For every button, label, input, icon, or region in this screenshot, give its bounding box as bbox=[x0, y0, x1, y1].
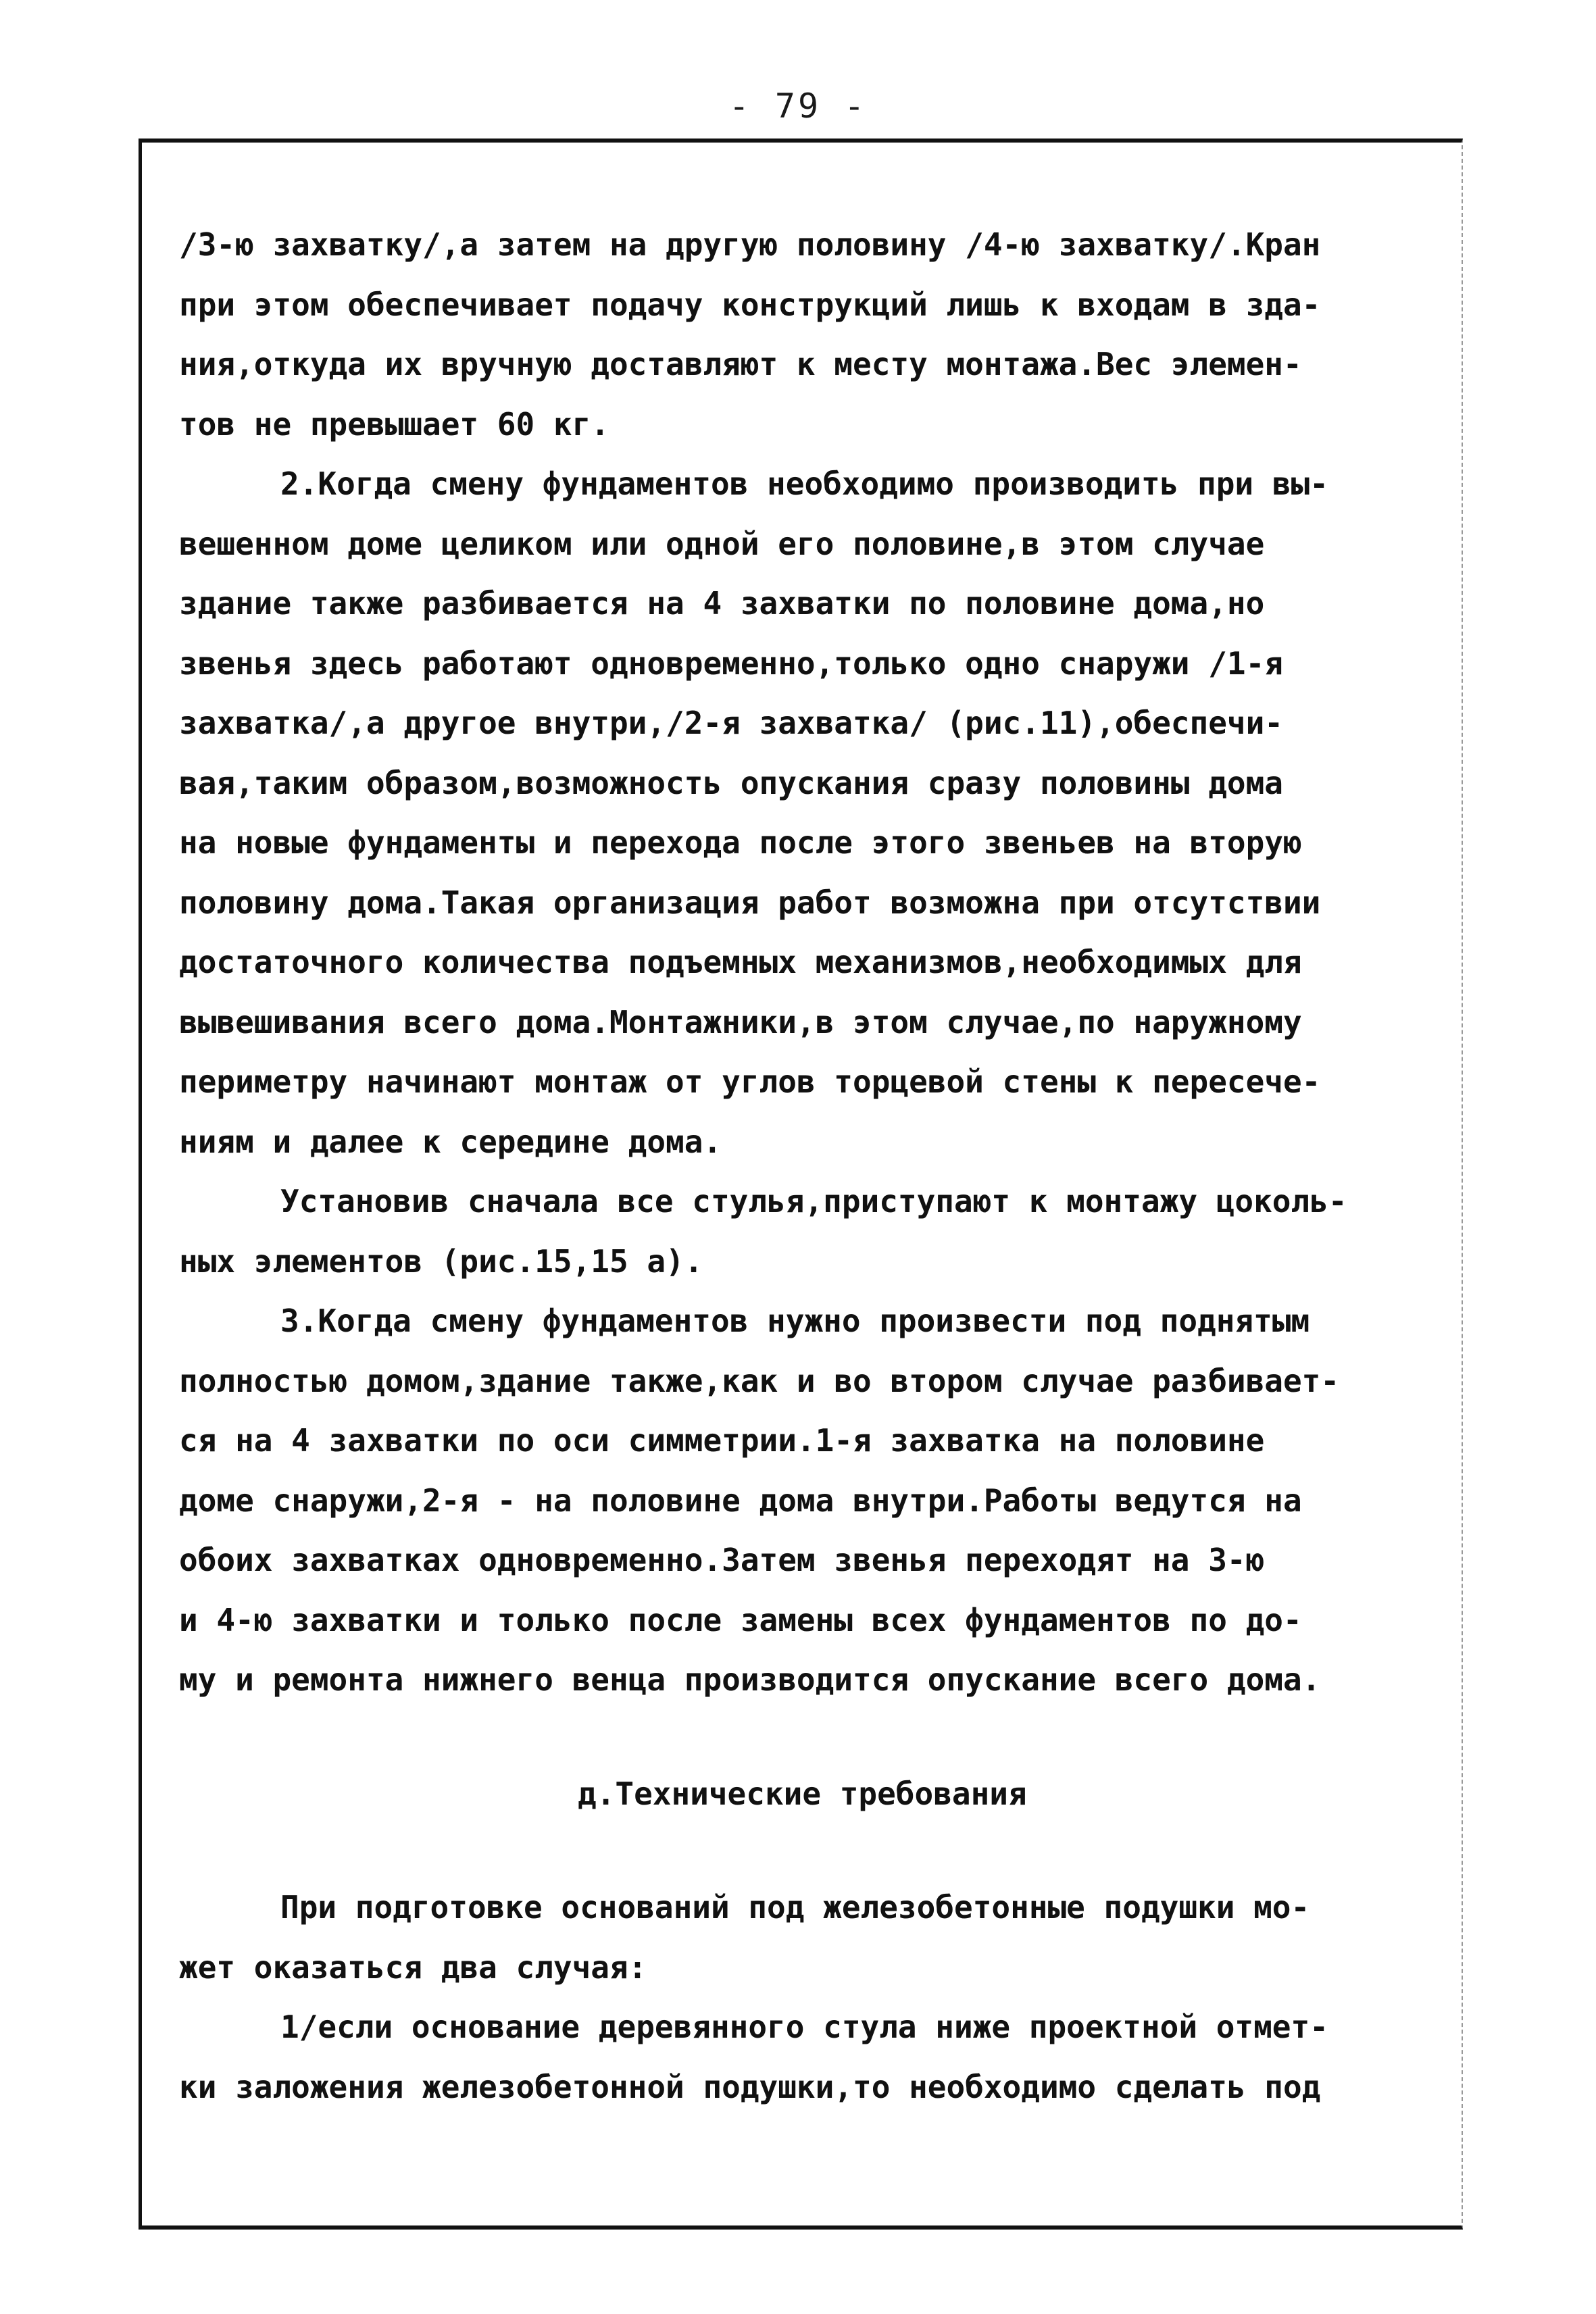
text-line: ниям и далее к середине дома. bbox=[179, 1123, 722, 1160]
text-line: 2.Когда смену фундаментов необходимо производить при вы- bbox=[280, 466, 1328, 502]
text-line: вая,таким образом,возможность опускания сразу половины дома bbox=[179, 764, 1283, 801]
text-line: ки заложения железобетонной подушки,то необходимо сделать под bbox=[179, 2068, 1321, 2105]
text-line: захватка/,а другое внутри,/2-я захватка/ (рис.11),обеспечи- bbox=[179, 705, 1283, 741]
page-number: - 79 - bbox=[728, 86, 868, 126]
paragraph-6 bbox=[179, 1997, 1449, 2117]
paragraph-1 bbox=[179, 215, 1449, 454]
text-line: полностью домом,здание также,как и во втором случае разбивает- bbox=[179, 1362, 1340, 1399]
section-heading: д.Технические требования bbox=[578, 1775, 1027, 1812]
text-line: ния,откуда их вручную доставляют к месту монтажа.Вес элемен- bbox=[179, 346, 1302, 382]
text-line: вывешивания всего дома.Монтажники,в этом случае,по наружному bbox=[179, 1003, 1302, 1040]
text-line: ся на 4 захватки по оси симметрии.1-я захватка на половине bbox=[179, 1422, 1265, 1459]
text-line: му и ремонта нижнего венца производится опускание всего дома. bbox=[179, 1661, 1321, 1698]
text-line: /3-ю захватку/,а затем на другую половину /4-ю захватку/.Кран bbox=[179, 226, 1321, 263]
text-line: 1/если основание деревянного стула ниже проектной отмет- bbox=[280, 2009, 1328, 2045]
text-line: ных элементов (рис.15,15 а). bbox=[179, 1242, 703, 1280]
text-line: жет оказаться два случая: bbox=[179, 1948, 647, 1986]
paragraph-4 bbox=[179, 1291, 1449, 1710]
text-line: тов не превышает 60 кг. bbox=[179, 405, 609, 443]
text-line: при этом обеспечивает подачу конструкций лишь к входам в зда- bbox=[179, 286, 1321, 323]
text-line: Установив сначала все стулья,приступают к монтажу цоколь- bbox=[280, 1183, 1347, 1219]
paragraph-2 bbox=[179, 454, 1449, 1172]
text-line: половину дома.Такая организация работ возможна при отсутствии bbox=[179, 884, 1321, 921]
text-line: вешенном доме целиком или одной его половине,в этом случае bbox=[179, 525, 1265, 562]
paragraph-5 bbox=[179, 1878, 1449, 1997]
text-line: 3.Когда смену фундаментов нужно произвести под поднятым bbox=[280, 1303, 1310, 1339]
text-line: обоих захватках одновременно.Затем звенья переходят на 3-ю bbox=[179, 1542, 1265, 1578]
text-line: При подготовке оснований под железобетонные подушки мо- bbox=[280, 1889, 1310, 1926]
text-line: достаточного количества подъемных механизмов,необходимых для bbox=[179, 944, 1302, 980]
text-line: на новые фундаменты и перехода после этого звеньев на вторую bbox=[179, 824, 1302, 861]
text-line: здание также разбивается на 4 захватки по половине дома,но bbox=[179, 585, 1265, 622]
text-line: звенья здесь работают одновременно,только одно снаружи /1-я bbox=[179, 645, 1283, 682]
document-body bbox=[179, 215, 1449, 2117]
text-line: периметру начинают монтаж от углов торцевой стены к пересече- bbox=[179, 1063, 1321, 1100]
paragraph-3 bbox=[179, 1172, 1449, 1291]
text-line: доме снаружи,2-я - на половине дома внутри.Работы ведутся на bbox=[179, 1482, 1302, 1519]
text-line: и 4-ю захватки и только после замены всех фундаментов по до- bbox=[179, 1601, 1302, 1638]
